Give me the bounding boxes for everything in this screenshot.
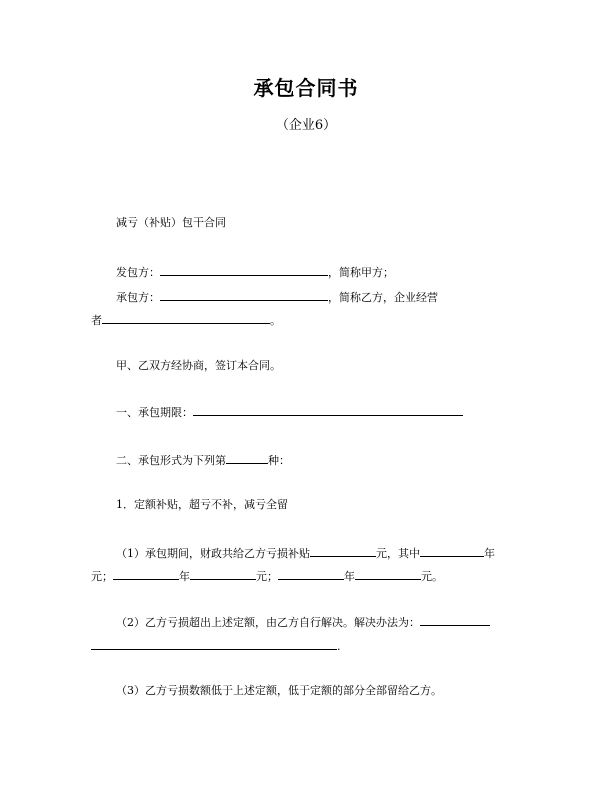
item-2-line-2 (91, 638, 341, 654)
amount-2-blank[interactable] (278, 568, 344, 580)
party-a-suffix: ，简称甲方； (328, 266, 394, 279)
year-1-blank[interactable] (420, 545, 484, 557)
item-1-mid: 元，其中 (376, 547, 420, 560)
form-line (116, 452, 290, 468)
form-number-blank[interactable] (226, 452, 268, 464)
term-label: 一、承包期限： (116, 406, 193, 419)
year-3-label: 年 (344, 570, 355, 583)
party-a-line (116, 264, 394, 280)
document-subtitle: （企业6） (275, 118, 337, 133)
year-3-blank[interactable] (355, 568, 421, 580)
term-line (116, 404, 463, 420)
item-1-year: 年 (484, 547, 495, 560)
party-b-blank[interactable] (160, 289, 328, 301)
solution-blank-1[interactable] (420, 614, 490, 626)
item-3-text: （3）乙方亏损数额低于上述定额，低于定额的部分全部留给乙方。 (116, 684, 442, 697)
subsidy-total-blank[interactable] (310, 545, 376, 557)
term-blank[interactable] (193, 404, 463, 416)
operator-line (91, 312, 281, 328)
document-title: 承包合同书 (253, 76, 359, 100)
operator-prefix: 者 (91, 314, 102, 327)
year-2-label: 年 (179, 570, 190, 583)
form-prefix: 二、承包形式为下列第 (116, 454, 226, 467)
item-2-line (116, 614, 490, 630)
item-1-line (116, 545, 495, 561)
yuan-1: 元； (91, 570, 113, 583)
item-2-end: . (337, 640, 341, 653)
party-a-label: 发包方： (116, 266, 160, 279)
party-b-line (116, 289, 438, 305)
party-b-label: 承包方： (116, 291, 160, 304)
form-suffix: 种： (268, 454, 290, 467)
year-2-blank[interactable] (190, 568, 256, 580)
option-1: 1．定额补贴，超亏不补，减亏全留 (116, 498, 288, 511)
item-1-text: （1）承包期间，财政共给乙方亏损补贴 (116, 547, 310, 560)
yuan-2: 元； (256, 570, 278, 583)
yuan-3: 元。 (421, 570, 443, 583)
item-1-line-2 (91, 568, 443, 584)
party-b-suffix: ，简称乙方，企业经营 (328, 291, 438, 304)
operator-blank[interactable] (102, 312, 270, 324)
contract-type: 减亏（补贴）包干合同 (116, 216, 226, 229)
agreement-text: 甲、乙双方经协商，签订本合同。 (116, 359, 281, 372)
operator-suffix: 。 (270, 314, 281, 327)
solution-blank-2[interactable] (91, 638, 337, 650)
party-a-blank[interactable] (160, 264, 328, 276)
amount-1-blank[interactable] (113, 568, 179, 580)
item-2-text: （2）乙方亏损超出上述定额，由乙方自行解决。解决办法为： (116, 616, 420, 629)
